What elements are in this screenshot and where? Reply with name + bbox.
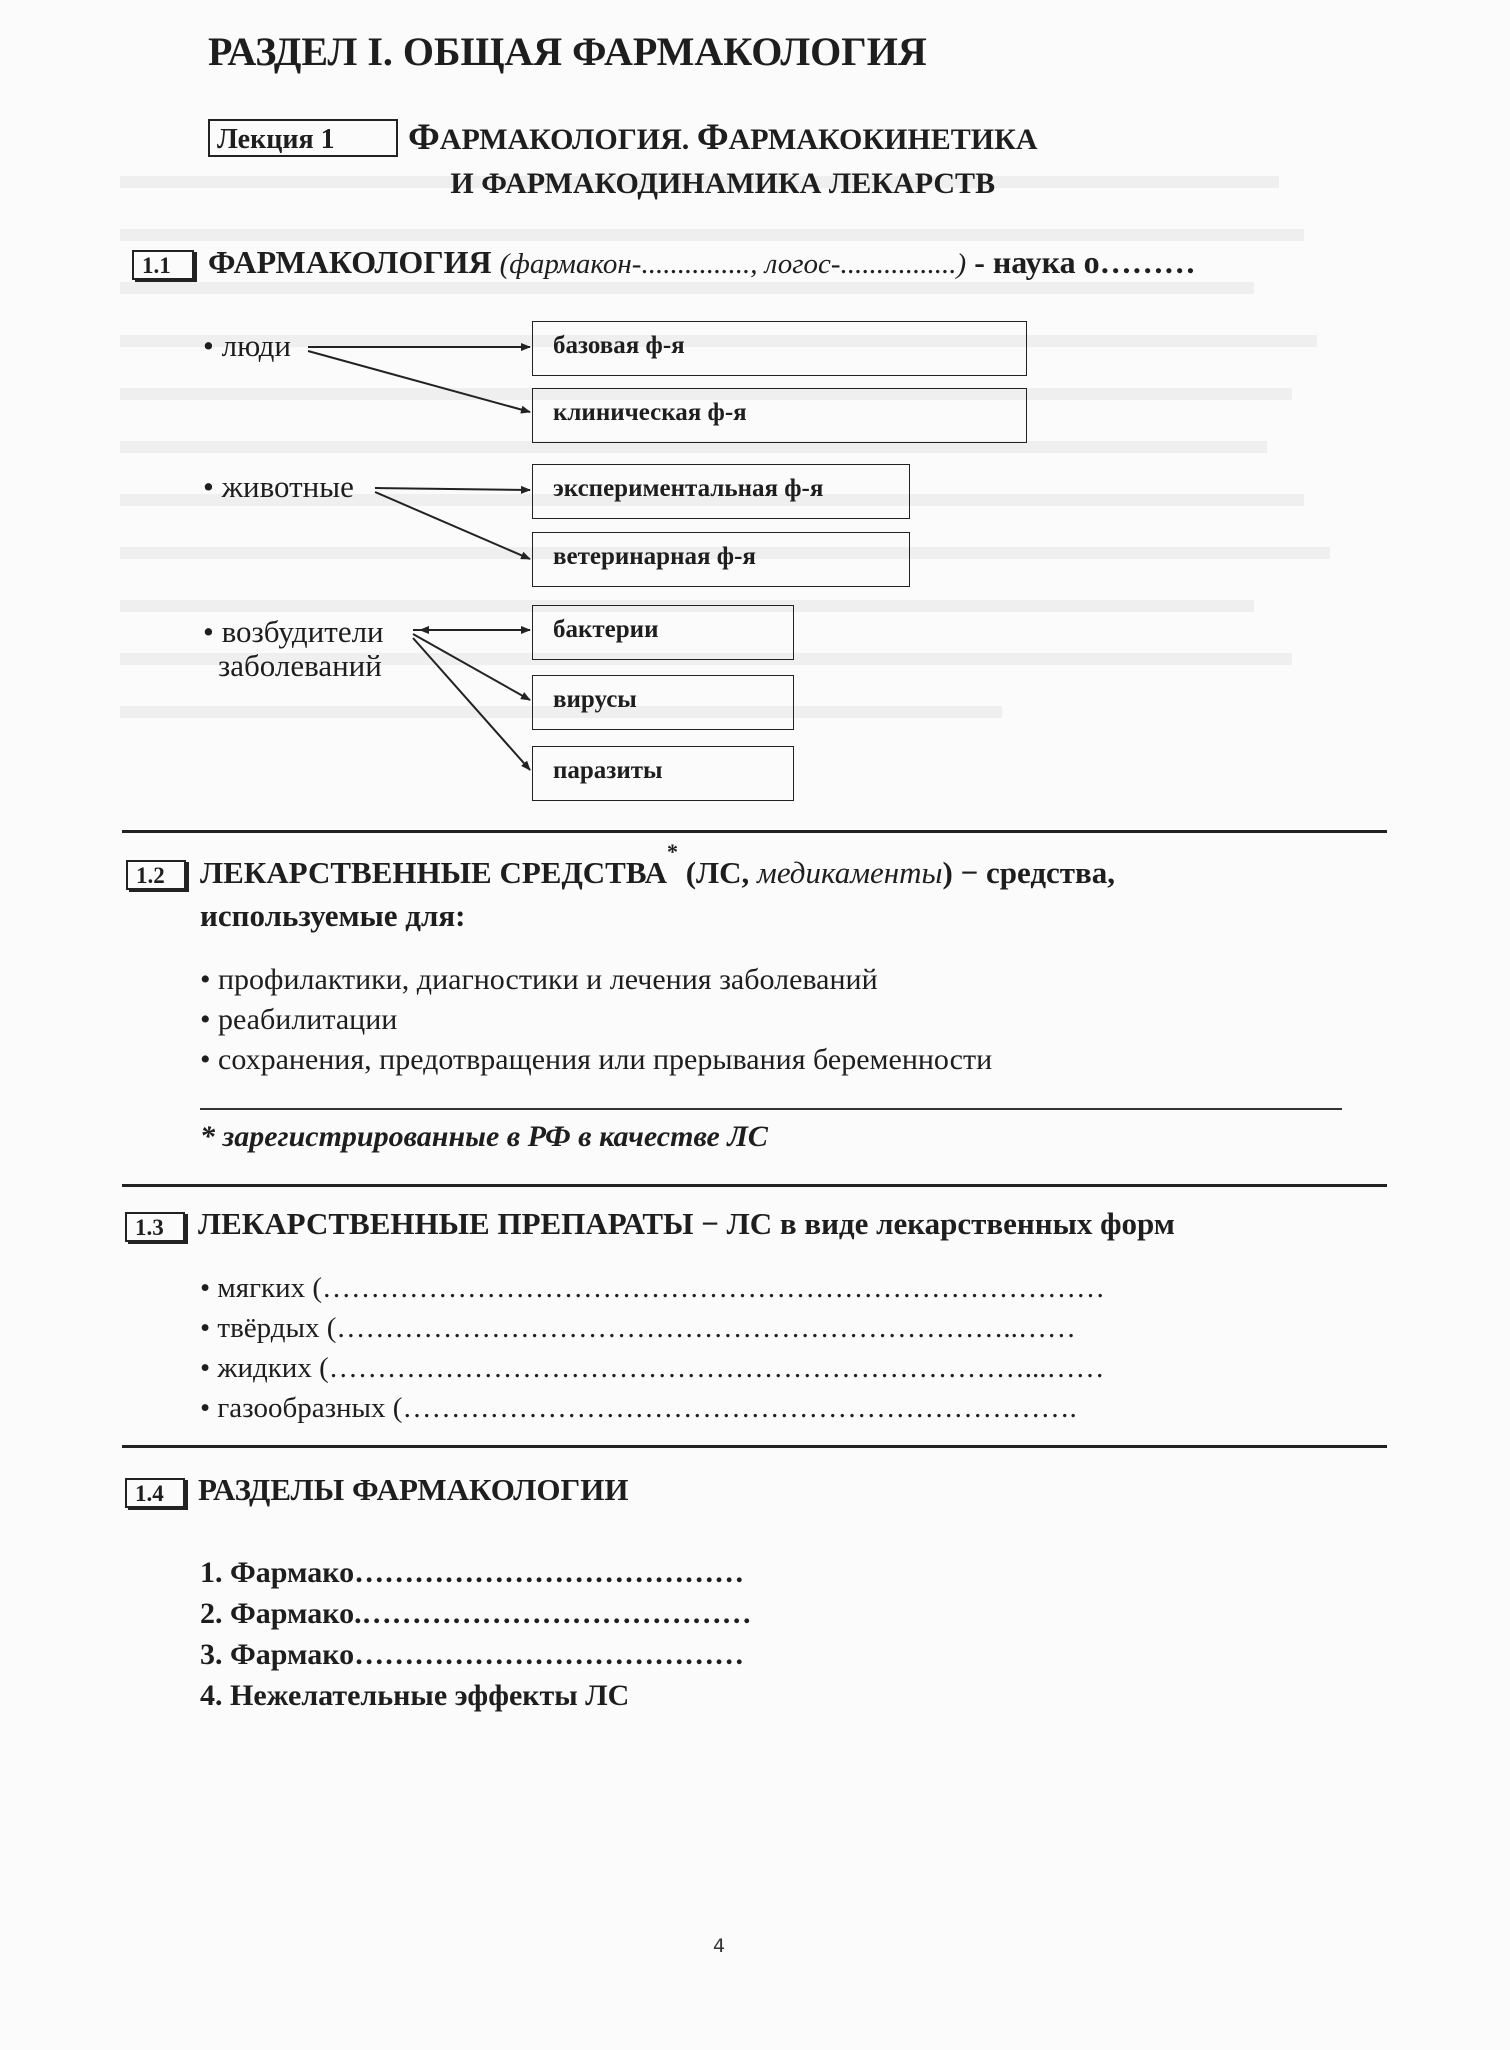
list-item: • жидких (………………………………………………………………...…… [200,1352,1105,1384]
source-animals: • животные [203,469,354,504]
list-item: 4. Нежелательные эффекты ЛС [200,1679,630,1712]
box-basic-pharmacology: базовая ф-я [532,321,1027,376]
lecture-title [408,116,1038,206]
source-pathogens: • возбудители [203,614,384,649]
part-title: РАЗДЕЛ I. ОБЩАЯ ФАРМАКОЛОГИЯ [208,29,927,74]
source-people: • люди [203,328,292,363]
footnote: * зарегистрированные в РФ в качестве ЛС [200,1120,768,1153]
box-veterinary-pharmacology: ветеринарная ф-я [532,532,910,587]
section-number-1-4: 1.4 [125,1478,185,1508]
section-number-1-3: 1.3 [125,1212,185,1242]
divider-2 [122,1184,1387,1187]
section-1-2-list [200,960,992,1080]
section-number-1-1: 1.1 [132,250,194,280]
lecture-title-line-2: И ФАРМАКОДИНАМИКА ЛЕКАРСТВ [450,167,996,200]
box-experimental-pharmacology: экспериментальная ф-я [532,464,910,519]
list-item: 2. Фармако.………………………………… [200,1597,752,1630]
section-1-4-list [200,1552,752,1716]
list-item: 1. Фармако………………………………… [200,1556,745,1589]
list-item: 3. Фармако………………………………… [200,1638,745,1671]
list-item: • сохранения, предотвращения или прерывания беременности [200,1043,993,1076]
list-item: • профилактики, диагностики и лечения заболеваний [200,963,878,996]
lecture-label: Лекция 1 [208,119,398,157]
box-parasites: паразиты [532,746,794,801]
section-1-4-heading: РАЗДЕЛЫ ФАРМАКОЛОГИИ [198,1472,629,1507]
box-bacteria: бактерии [532,605,794,660]
list-item: • газообразных (……………………………………………………………. [200,1392,1077,1424]
section-1-2-heading: ЛЕКАРСТВЕННЫЕ СРЕДСТВА* (ЛС, медикаменты) − средства, [200,839,1116,890]
section-1-3-list [200,1268,1105,1428]
list-item: • реабилитации [200,1003,398,1036]
footnote-rule [200,1108,1342,1110]
list-item: • мягких (……………………………………………………………………… [200,1272,1106,1304]
box-viruses: вирусы [532,675,794,730]
section-1-1-heading: ФАРМАКОЛОГИЯ (фармакон-..............., логос-................) - наука о……… [208,244,1196,280]
divider-3 [122,1445,1387,1448]
box-clinical-pharmacology: клиническая ф-я [532,388,1027,443]
source-pathogens-line-2: заболеваний [218,648,382,683]
section-1-3-heading: ЛЕКАРСТВЕННЫЕ ПРЕПАРАТЫ − ЛС в виде лекарственных форм [198,1206,1175,1241]
section-number-1-2: 1.2 [126,860,186,890]
lecture-title-line-1: ФАРМАКОЛОГИЯ. ФАРМАКОКИНЕТИКА [408,117,1038,158]
page-number: 4 [713,1935,726,1957]
divider-1 [122,830,1387,833]
section-1-2-heading-line-2: используемые для: [200,898,466,933]
list-item: • твёрдых (……………………………………………………………..…… [200,1312,1076,1344]
